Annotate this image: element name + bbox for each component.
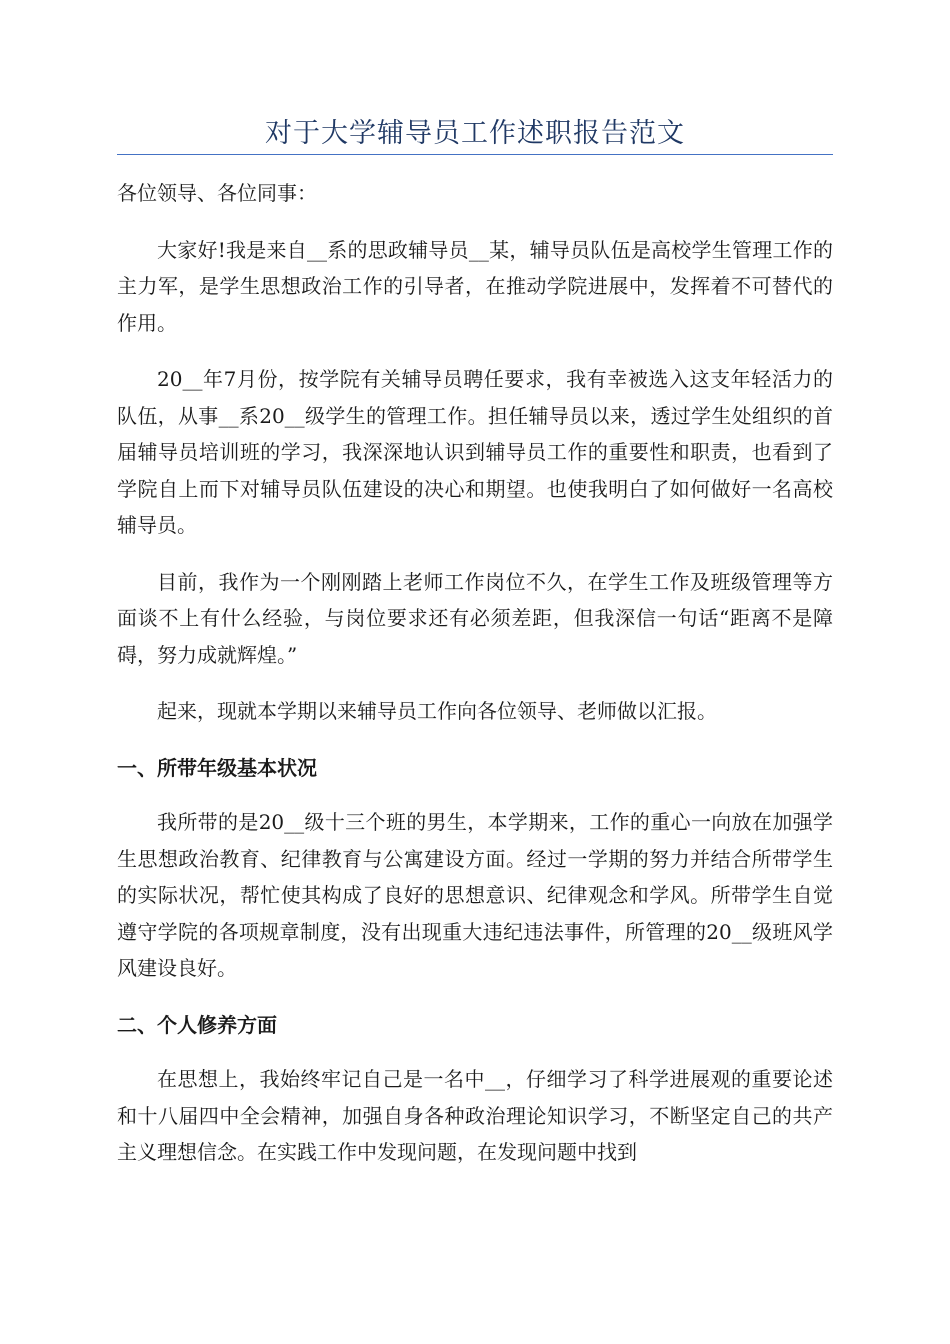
document-page	[117, 108, 833, 1191]
paragraph-report-intro: 起来，现就本学期以来辅导员工作向各位领导、老师做以汇报。	[157, 699, 717, 723]
paragraph-appointment: 20__年7月份，按学院有关辅导员聘任要求，我有幸被选入这支年轻活力的队伍，从事__系20__级学生的管理工作。担任辅导员以来，透过学生处组织的首届辅导员培训班的学习，我深深地认识到辅导员工作的重要性和职责，也看到了学院自上而下对辅导员队伍建设的决心和期望。也使我明白了如何做好一名高校辅导员。	[117, 367, 833, 537]
salutation: 各位领导、各位同事：	[117, 181, 317, 205]
section-body-personal-cultivation: 在思想上，我始终牢记自己是一名中__，仔细学习了科学进展观的重要论述和十八届四中全会精神，加强自身各种政治理论知识学习，不断坚定自己的共产主义理想信念。在实践工作中发现问题，在发现问题中找到	[117, 1067, 833, 1164]
section-heading-grade-status: 一、所带年级基本状况	[117, 755, 317, 780]
paragraph-current: 目前，我作为一个刚刚踏上老师工作岗位不久，在学生工作及班级管理等方面谈不上有什么经验，与岗位要求还有必须差距，但我深信一句话“距离不是障碍，努力成就辉煌。”	[117, 569, 833, 667]
title-underline	[117, 154, 833, 155]
paragraph-intro: 大家好!我是来自__系的思政辅导员__某，辅导员队伍是高校学生管理工作的主力军，是学生思想政治工作的引导者，在推动学院进展中，发挥着不可替代的作用。	[117, 237, 833, 335]
document-title: 对于大学辅导员工作述职报告范文	[265, 118, 685, 149]
section-heading-personal-cultivation: 二、个人修养方面	[117, 1012, 277, 1037]
section-body-grade-status: 我所带的是20__级十三个班的男生，本学期来，工作的重心一向放在加强学生思想政治教育、纪律教育与公寓建设方面。经过一学期的努力并结合所带学生的实际状况，帮忙使其构成了良好的思想意识、纪律观念和学风。所带学生自觉遵守学院的各项规章制度，没有出现重大违纪违法事件，所管理的20__级班风学风建设良好。	[117, 810, 833, 980]
